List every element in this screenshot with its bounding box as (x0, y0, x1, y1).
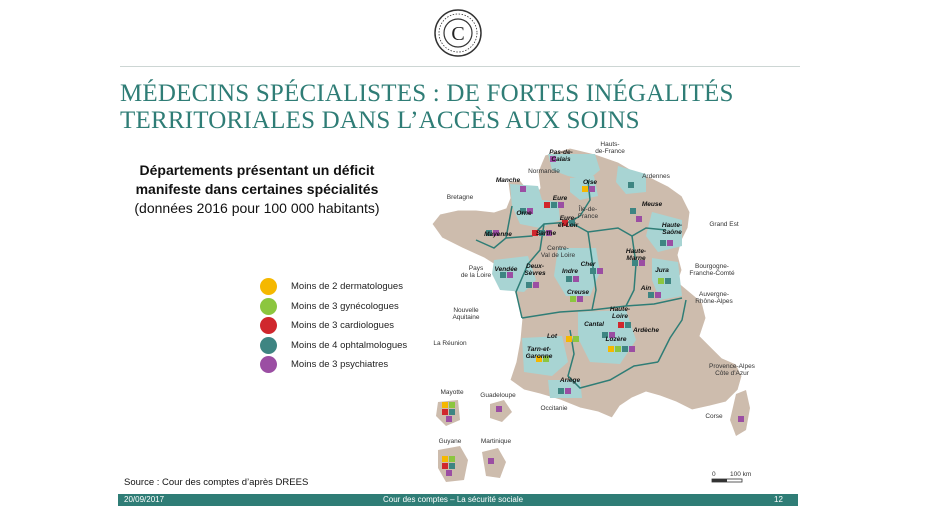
marker-psychiatres (446, 416, 452, 422)
legend-dot (260, 278, 277, 295)
legend-label: Moins de 3 psychiatres (291, 359, 389, 371)
map-label-creuse: Creuse (566, 289, 590, 296)
map-label-mayotte: Mayotte (440, 389, 464, 396)
marker-dermatologues (582, 186, 588, 192)
marker-psychiatres (597, 268, 603, 274)
marker-psychiatres (589, 186, 595, 192)
marker-psychiatres (636, 216, 642, 222)
legend-item (260, 297, 407, 317)
marker-dermatologues (442, 402, 448, 408)
marker-gynecologues (449, 456, 455, 462)
marker-ophtalmologues (551, 202, 557, 208)
cour-des-comptes-logo (433, 8, 483, 58)
marker-ophtalmologues (630, 208, 636, 214)
map-label-provence-alpes-c-te-d-azur: Provence-Alpes (709, 363, 755, 370)
map-label-auvergne-rh-ne-alpes: Rhône-Alpes (695, 298, 733, 305)
map-label-pays-de-la-loire: Pays (468, 265, 484, 272)
marker-psychiatres (565, 388, 571, 394)
slide-title (120, 80, 810, 134)
map-label-vend-e: Vendée (494, 266, 518, 273)
legend-item (260, 277, 407, 297)
marker-psychiatres (496, 406, 502, 412)
marker-ophtalmologues (449, 463, 455, 469)
marker-psychiatres (577, 296, 583, 302)
france-map (420, 140, 780, 490)
map-label-ard-che: Ardèche (632, 327, 660, 334)
marker-gynecologues (615, 346, 621, 352)
subtitle-line-3: (données 2016 pour 100 000 habitants) (134, 200, 380, 216)
map-label-auvergne-rh-ne-alpes: Auvergne- (699, 291, 729, 298)
marker-dermatologues (442, 456, 448, 462)
map-label-cantal: Cantal (584, 321, 604, 328)
map-label-manche: Manche (495, 177, 521, 184)
map-label-bourgogne-franche-comt-: Franche-Comté (689, 270, 735, 277)
legend-dot (260, 356, 277, 373)
map-label-centre-val-de-loire: Centre- (547, 245, 569, 252)
map-label-oise: Oise (582, 179, 598, 186)
map-label-centre-val-de-loire: Val de Loire (540, 252, 576, 259)
marker-cardiologues (442, 409, 448, 415)
map-label-haute-sa-ne: Saône (662, 229, 682, 236)
map-label-hauts-de-france: Hauts- (600, 141, 620, 148)
map-label-deux-s-vres: Deux- (525, 263, 545, 270)
map-label-pays-de-la-loire: de la Loire (460, 272, 492, 279)
marker-gynecologues (570, 296, 576, 302)
scale-label-end: 100 km (730, 471, 752, 478)
map-label-pas-de-calais: Calais (551, 156, 571, 163)
marker-psychiatres (667, 240, 673, 246)
header-rule (120, 66, 800, 67)
map-label--le-de-france: Île-de- (578, 206, 598, 213)
legend-dot (260, 298, 277, 315)
legend-label: Moins de 2 dermatologues (291, 281, 403, 293)
legend-dot (260, 317, 277, 334)
map-label-guyane: Guyane (438, 438, 462, 445)
marker-psychiatres (520, 186, 526, 192)
map-label-nouvelle-aquitaine: Nouvelle (453, 307, 479, 314)
map-label-haute-loire: Loire (612, 313, 628, 320)
map-label-deux-s-vres: Sèvres (524, 270, 546, 277)
marker-ophtalmologues (628, 182, 634, 188)
title-line-1: MÉDECINS SPÉCIALISTES : DE FORTES INÉGALITÉS (120, 80, 734, 107)
map-label-sarthe: Sarthe (535, 230, 557, 237)
marker-ophtalmologues (625, 322, 631, 328)
marker-cardiologues (618, 322, 624, 328)
map-label-orne: Orne (516, 210, 532, 217)
map-label-meuse: Meuse (641, 201, 663, 208)
footer-page: 12 (774, 495, 783, 504)
map-label-haute-marne: Marne (626, 255, 646, 262)
map-label-haute-sa-ne: Haute- (661, 222, 683, 229)
legend-label: Moins de 3 gynécologues (291, 300, 399, 312)
marker-ophtalmologues (665, 278, 671, 284)
map-subtitle (122, 161, 392, 218)
map-label-provence-alpes-c-te-d-azur: Côte d'Azur (715, 370, 749, 377)
subtitle-line-2: manifeste dans certaines spécialités (135, 181, 379, 197)
map-label-tarn-et-garonne: Garonne (525, 353, 553, 360)
footer-date: 20/09/2017 (124, 495, 165, 504)
map-label-haute-marne: Haute- (625, 248, 647, 255)
map-label-martinique: Martinique (480, 438, 512, 445)
marker-ophtalmologues (449, 409, 455, 415)
scale-bar (712, 471, 751, 482)
map-label-la-r-union: La Réunion (433, 340, 467, 347)
map-label-eure-et-loir: Eure- (559, 215, 577, 222)
logo-letter: C (451, 23, 465, 45)
map-label-ain: Ain (640, 285, 652, 292)
marker-psychiatres (655, 292, 661, 298)
map-label-guadeloupe: Guadeloupe (480, 392, 516, 399)
legend-dot (260, 337, 277, 354)
footer-bar (118, 494, 798, 506)
marker-psychiatres (573, 276, 579, 282)
legend-item (260, 355, 407, 375)
map-label-eure: Eure (552, 195, 568, 202)
map-label-occitanie: Occitanie (540, 405, 568, 412)
marker-psychiatres (533, 282, 539, 288)
map-label-mayenne: Mayenne (484, 231, 512, 238)
map-label-nouvelle-aquitaine: Aquitaine (452, 314, 480, 321)
map-label-ardennes: Ardennes (642, 173, 670, 180)
corse-island (730, 390, 750, 436)
marker-ophtalmologues (526, 282, 532, 288)
map-label-lot: Lot (546, 333, 558, 340)
source-note: Source : Cour des comptes d’après DREES (124, 477, 309, 488)
title-line-2: TERRITORIALES DANS L’ACCÈS AUX SOINS (120, 107, 640, 134)
map-label-loz-re: Lozère (605, 336, 627, 343)
map-label--le-de-france: France (577, 213, 599, 220)
marker-ophtalmologues (660, 240, 666, 246)
map-label-grand-est: Grand Est (709, 221, 739, 228)
map-label-normandie: Normandie (528, 168, 560, 175)
footer-center: Cour des comptes – La sécurité sociale (383, 495, 524, 504)
subtitle-line-1: Départements présentant un déficit (139, 162, 375, 178)
map-label-tarn-et-garonne: Tarn-et- (527, 346, 551, 353)
map-label-jura: Jura (655, 267, 669, 274)
marker-psychiatres (488, 458, 494, 464)
marker-psychiatres (446, 470, 452, 476)
marker-gynecologues (449, 402, 455, 408)
map-label-eure-et-loir: et-Loir (557, 222, 579, 229)
map-label-hauts-de-france: de-France (595, 148, 625, 155)
map-label-bourgogne-franche-comt-: Bourgogne- (695, 263, 729, 270)
marker-psychiatres (738, 416, 744, 422)
marker-dermatologues (608, 346, 614, 352)
map-label-ari-ge: Ariège (559, 377, 581, 384)
map-label-indre: Indre (562, 268, 578, 275)
marker-dermatologues (566, 336, 572, 342)
marker-ophtalmologues (558, 388, 564, 394)
marker-cardiologues (442, 463, 448, 469)
marker-ophtalmologues (566, 276, 572, 282)
map-label-cher: Cher (580, 261, 596, 268)
map-label-pas-de-calais: Pas-de- (549, 149, 573, 156)
map-label-haute-loire: Haute- (609, 306, 631, 313)
legend-label: Moins de 3 cardiologues (291, 320, 394, 332)
marker-psychiatres (558, 202, 564, 208)
scale-label-start: 0 (712, 471, 716, 478)
marker-gynecologues (573, 336, 579, 342)
map-label-bretagne: Bretagne (446, 194, 474, 201)
marker-ophtalmologues (622, 346, 628, 352)
marker-cardiologues (544, 202, 550, 208)
legend (260, 277, 407, 375)
marker-gynecologues (658, 278, 664, 284)
marker-ophtalmologues (648, 292, 654, 298)
legend-item (260, 336, 407, 356)
marker-psychiatres (629, 346, 635, 352)
legend-label: Moins de 4 ophtalmologues (291, 339, 408, 351)
marker-ophtalmologues (590, 268, 596, 274)
map-label-corse: Corse (705, 413, 723, 420)
legend-item (260, 316, 407, 336)
